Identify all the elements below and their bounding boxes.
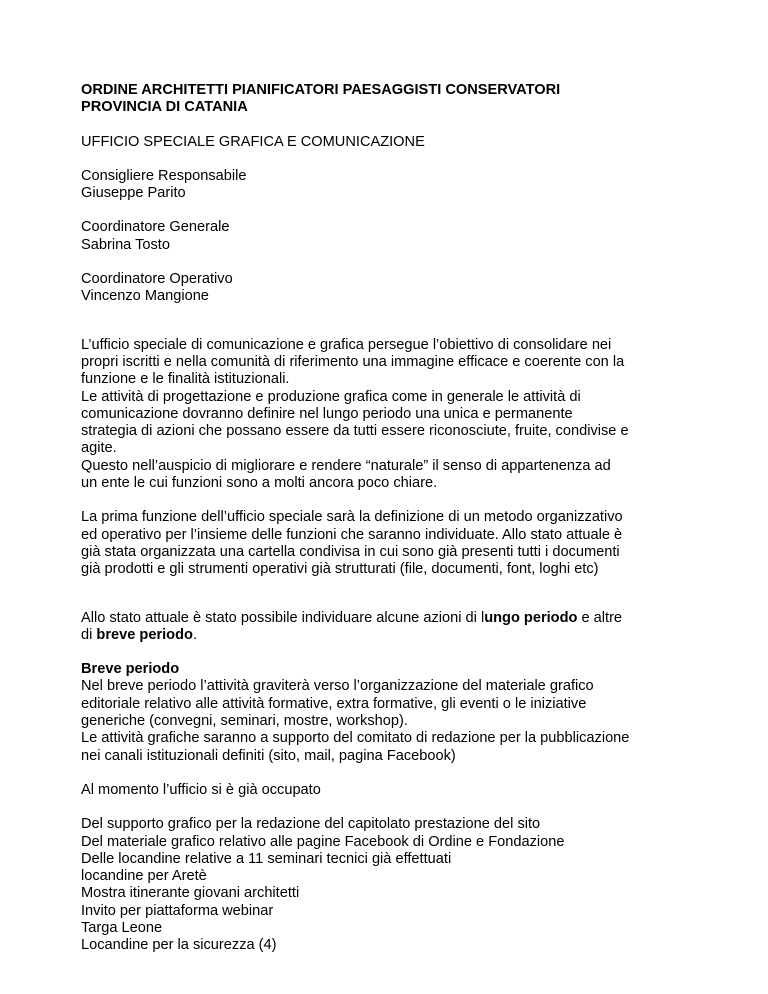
intro-line: comunicazione dovranno definire nel lungo periodo una unica e permanente [81, 405, 573, 422]
periods-text: . [192, 626, 197, 643]
intro-line: Questo nell’auspicio di migliorare e rendere “naturale” il senso di appartenenza ad [81, 457, 611, 474]
periods-text: di [81, 626, 97, 643]
role-name: Vincenzo Mangione [81, 288, 209, 305]
intro-line: strategia di azioni che possano essere da tutti essere riconosciute, fruite, condivise e [81, 423, 629, 440]
role-name: Giuseppe Parito [81, 185, 186, 202]
done-list [81, 816, 691, 954]
short-term-line: editoriale relativo alle attività formative, extra formative, gli eventi o le iniziative [81, 695, 587, 712]
list-item: Delle locandine relative a 11 seminari tecnici già effettuati [81, 850, 452, 867]
list-item: Invito per piattaforma webinar [81, 902, 274, 919]
periods-line-2 [81, 627, 691, 644]
long-period-emphasis: ungo periodo [484, 609, 578, 626]
method-line: già stata organizzata una cartella condivisa in cui sono già presenti tutti i documenti [81, 543, 620, 560]
section-heading: Breve periodo [81, 661, 180, 678]
short-term-line: Nel breve periodo l’attività graviterà verso l’organizzazione del materiale grafico [81, 678, 594, 695]
periods-text: Allo stato attuale è stato possibile individuare alcune azioni di l [81, 609, 485, 626]
short-term-section [81, 661, 691, 765]
intro-paragraph [81, 337, 691, 493]
list-item: Locandine per la sicurezza (4) [81, 937, 277, 954]
short-period-emphasis: breve periodo [96, 626, 193, 643]
role-title: Coordinatore Generale [81, 219, 230, 236]
method-line: La prima funzione dell’ufficio speciale sarà la definizione di un metodo organizzativo [81, 509, 623, 526]
short-term-line: generiche (convegni, seminari, mostre, workshop). [81, 713, 408, 730]
done-intro: Al momento l’ufficio si è già occupato [81, 781, 321, 798]
method-line: ed operativo per l’insieme delle funzioni che saranno individuate. Allo stato attuale è [81, 526, 623, 543]
list-item: Del materiale grafico relativo alle pagine Facebook di Ordine e Fondazione [81, 833, 565, 850]
list-item: Del supporto grafico per la redazione del capitolato prestazione del sito [81, 816, 541, 833]
role-title: Consigliere Responsabile [81, 167, 247, 184]
role-name: Sabrina Tosto [81, 236, 170, 253]
intro-line: un ente le cui funzioni sono a molti ancora poco chiare. [81, 475, 438, 492]
list-item: Mostra itinerante giovani architetti [81, 885, 300, 902]
list-item: locandine per Aretè [81, 868, 207, 885]
periods-line-1 [81, 610, 691, 627]
document-page [81, 82, 691, 955]
role-title: Coordinatore Operativo [81, 271, 233, 288]
periods-paragraph [81, 610, 691, 645]
periods-text: e altre [577, 609, 623, 626]
method-line: già prodotti e gli strumenti operativi già strutturati (file, documenti, font, loghi etc) [81, 561, 599, 578]
intro-line: funzione e le finalità istituzionali. [81, 371, 290, 388]
office-title: UFFICIO SPECIALE GRAFICA E COMUNICAZIONE [81, 133, 425, 150]
list-item: Targa Leone [81, 919, 163, 936]
short-term-line: Le attività grafiche saranno a supporto del comitato di redazione per la pubblicazione [81, 730, 630, 747]
intro-line: L’ufficio speciale di comunicazione e grafica persegue l’obiettivo di consolidare nei [81, 336, 612, 353]
short-term-line: nei canali istituzionali definiti (sito, mail, pagina Facebook) [81, 747, 456, 764]
intro-line: Le attività di progettazione e produzione grafica come in generale le attività di [81, 388, 581, 405]
header-line-1: ORDINE ARCHITETTI PIANIFICATORI PAESAGGISTI CONSERVATORI [81, 82, 561, 98]
method-paragraph [81, 509, 691, 578]
intro-line: agite. [81, 440, 117, 457]
intro-line: propri iscritti e nella comunità di riferimento una immagine efficace e coerente con la [81, 353, 625, 370]
header-line-2: PROVINCIA DI CATANIA [81, 99, 248, 116]
